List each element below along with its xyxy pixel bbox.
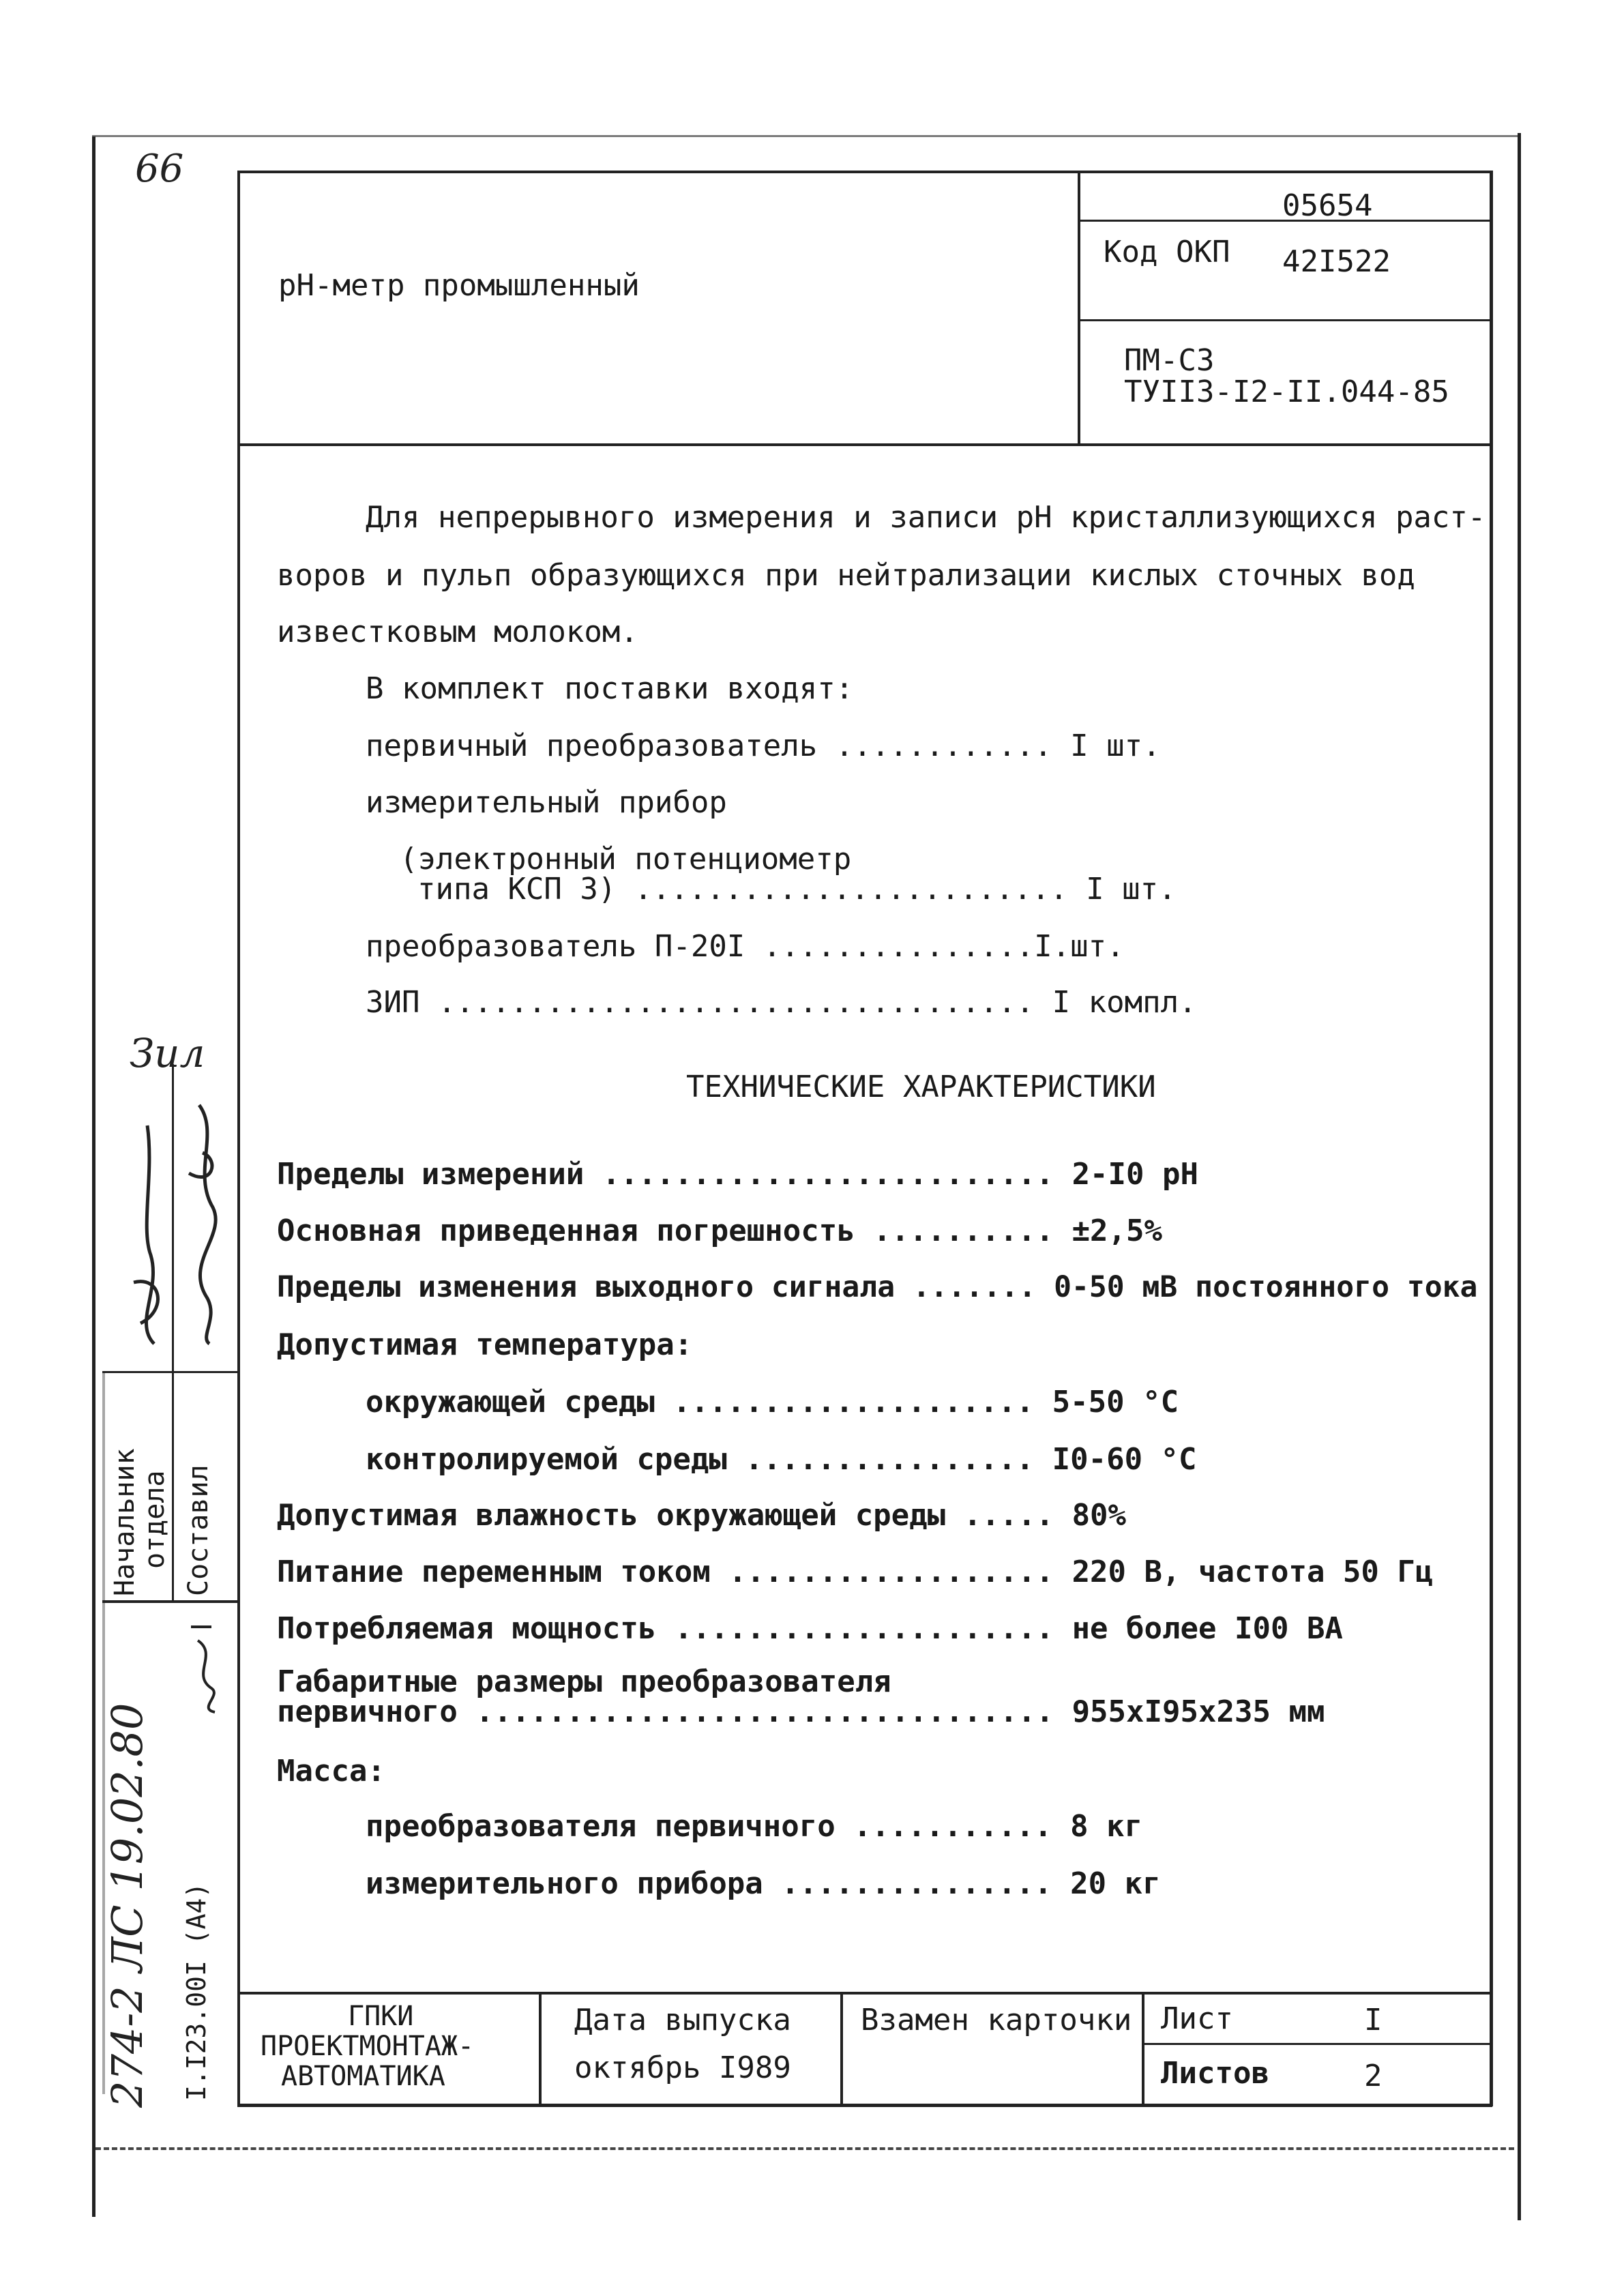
compiled-label: Составил [183, 1465, 214, 1596]
sheet-value: I [1364, 2003, 1383, 2037]
handwritten-registration: 274-2 ЛС 19.02.80 [102, 1703, 152, 2108]
sheets-value: 2 [1364, 2059, 1383, 2093]
spec-consumption: Потребляемая мощность ..................... не более I00 ВА [277, 1611, 1343, 1646]
org-line-1: ГПКИ [348, 2001, 414, 2032]
replaces-label: Взамен карточки [861, 2003, 1132, 2037]
intro-line-3: известковым молоком. [277, 615, 638, 649]
spec-dims-line-1: Габаритные размеры преобразователя [277, 1664, 891, 1699]
spec-humidity: Допустимая влажность окружающей среды ..... 80% [277, 1498, 1127, 1533]
kit-item-potentiometer: (электронный потенциометр [400, 842, 852, 877]
dept-head-label-1: Начальник [109, 1448, 141, 1596]
code-number: 05654 [1282, 188, 1373, 223]
org-line-2: ПРОЕКТМОНТАЖ- [261, 2031, 475, 2062]
kit-item-converter: преобразователь П-20I ...............I.шт. [366, 929, 1125, 964]
org-line-3: АВТОМАТИКА [281, 2061, 445, 2092]
spec-dims-line-2: первичного ................................ 955хI95х235 мм [277, 1694, 1325, 1729]
document-title: pH-метр промышленный [278, 268, 640, 303]
spec-temp-ambient: окружающей среды .................... 5-50 °C [366, 1385, 1179, 1419]
sheets-label: Листов [1161, 2056, 1269, 2091]
handwritten-mark: Зил [130, 1030, 205, 1076]
spec-mass-instrument: измерительного прибора ............... 20 кг [366, 1866, 1161, 1901]
kit-heading: В комплект поставки входят: [366, 671, 854, 706]
model-code: ПМ-С3 [1124, 343, 1215, 378]
kit-item-instrument: измерительный прибор [366, 785, 727, 820]
kit-item-zip: ЗИП ................................. I компл. [366, 985, 1197, 1020]
spec-mass-primary: преобразователя первичного ........... 8 кг [366, 1809, 1143, 1844]
kit-item-ksp: типа КСП 3) ........................ I шт. [417, 872, 1177, 907]
spec-mass-heading: Масса: [277, 1754, 385, 1789]
signature-dept-head [120, 1119, 175, 1351]
spec-error: Основная приведенная погрешность .......... ±2,5% [277, 1213, 1163, 1248]
spec-power: Питание переменным током .................. 220 В, частота 50 Гц [277, 1555, 1434, 1589]
spec-output: Пределы изменения выходного сигнала ....... 0-50 мВ постоянного тока [277, 1270, 1478, 1304]
kit-item-primary: первичный преобразователь ............ I шт. [366, 728, 1161, 763]
spec-code: ТУII3-I2-II.044-85 [1124, 374, 1449, 409]
okp-label: Код ОКП [1104, 235, 1230, 269]
spec-range: Пределы измерений ......................... 2-I0 pH [277, 1157, 1199, 1192]
dept-head-label-2: отдела [139, 1470, 171, 1569]
sheet-label: Лист [1161, 2001, 1233, 2036]
spec-temp-controlled: контролируемой среды ................ I0-60 °C [366, 1442, 1197, 1477]
page-number: 66 [135, 147, 184, 191]
spec-temp-heading: Допустимая температура: [277, 1327, 693, 1362]
form-code: I.I23.00I (A4) [181, 1882, 211, 2101]
tech-heading: ТЕХНИЧЕСКИЕ ХАРАКТЕРИСТИКИ [686, 1070, 1156, 1104]
okp-value: 42I522 [1282, 244, 1391, 279]
intro-line-1: Для непрерывного измерения и записи pH кристаллизующихся раст- [366, 500, 1486, 535]
intro-line-2: воров и пульп образующихся при нейтрализации кислых сточных вод [277, 558, 1415, 593]
date-label: Дата выпуска [574, 2003, 791, 2037]
signature-compiler [179, 1091, 233, 1351]
signature-initials [184, 1613, 232, 1716]
date-value: октябрь I989 [574, 2050, 791, 2085]
